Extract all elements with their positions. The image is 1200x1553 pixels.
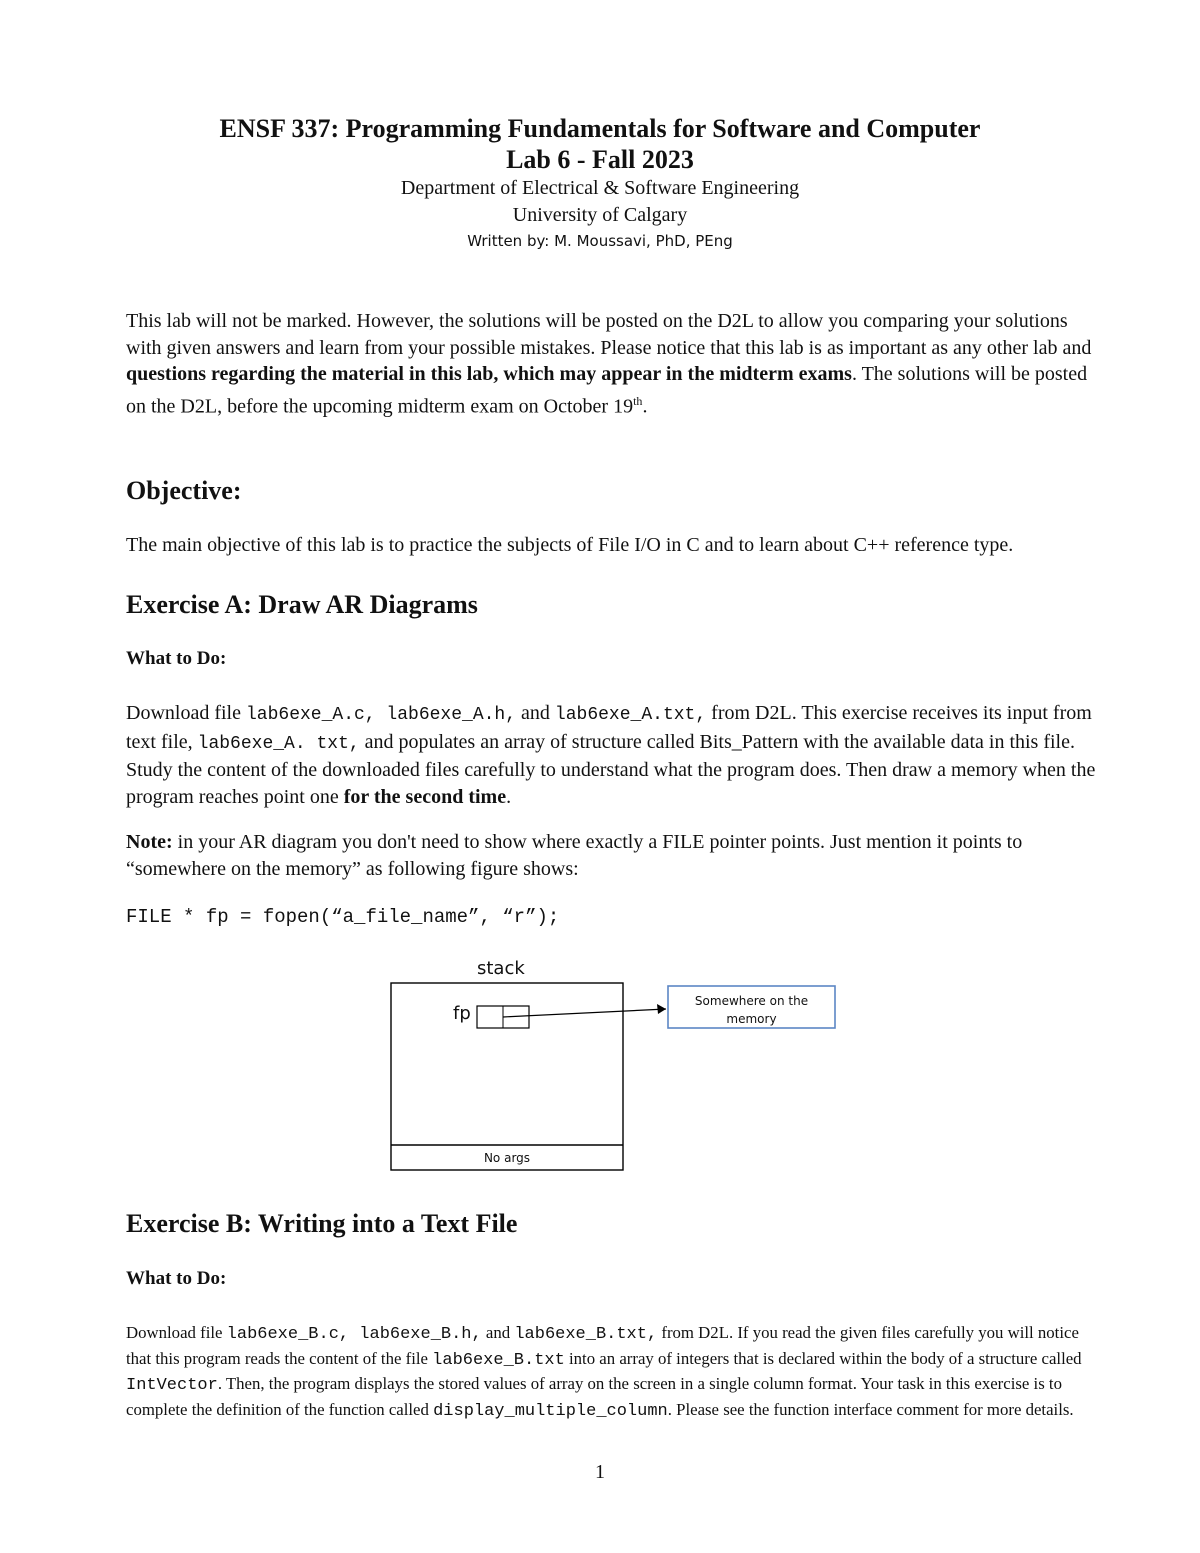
intro-bold: questions regarding the material in this lab, which may appear in the midterm exams <box>126 363 852 385</box>
university: University of Calgary <box>512 204 688 226</box>
objective-heading: Objective: <box>126 476 242 505</box>
intro-sup: th <box>633 393 643 408</box>
exa-file-1: lab6exe_A.c, lab6exe_A.h, <box>245 705 517 725</box>
department: Department of Electrical & Software Engineering <box>400 177 800 199</box>
exb-text-5: . Then, the program displays the stored values of array on the screen in a single column format. Your task in this exercise is to complete the definition of the function called <box>126 1374 1062 1419</box>
exa-text-5: . <box>506 785 512 808</box>
document-title: ENSF 337: Programming Fundamentals for Software and Computer <box>219 114 981 143</box>
intro-text-2: . The solutions will be posted on the D2L, before the upcoming midterm exam on October 19 <box>126 363 1088 418</box>
exa-text-4: and populates an array of structure called Bits_Pattern with the available data in this file. Study the content of the downloaded files carefully to understand what the program does. Then draw a memory when the program reaches point one <box>126 730 1096 808</box>
exa-bold: for the second time <box>343 785 507 808</box>
objective-text: The main objective of this lab is to practice the subjects of File I/O in C and to learn about C++ reference type. <box>126 534 1014 556</box>
exb-file-3: lab6exe_B.txt <box>432 1350 565 1370</box>
intro-text-3: . <box>642 395 648 418</box>
exb-function-name: display_multiple_column <box>433 1401 668 1421</box>
exb-text-3: from D2L. If you read the given files carefully you will notice that this program reads the content of the file <box>126 1323 1079 1368</box>
exercise-b-paragraph <box>126 1321 1106 1423</box>
exercise-b-heading: Exercise B: Writing into a Text File <box>126 1209 518 1238</box>
exercise-a-heading: Exercise A: Draw AR Diagrams <box>126 590 478 619</box>
stack-frame-box <box>391 983 623 1170</box>
code-sample: FILE * fp = fopen(“a_file_name”, “r”); <box>126 906 560 928</box>
exb-struct-name: IntVector <box>126 1376 218 1396</box>
no-args-label: No args <box>483 1151 531 1165</box>
exa-text-1: Download file <box>126 702 246 724</box>
exa-text-2: and <box>516 702 555 724</box>
author: Written by: M. Moussavi, PhD, PEng <box>467 232 733 250</box>
fp-label: fp <box>453 1003 471 1024</box>
exa-file-3: lab6exe_A. txt, <box>197 733 360 754</box>
exb-text-1: Download file <box>126 1323 227 1342</box>
exb-text-2: and <box>481 1323 515 1342</box>
exb-file-1: lab6exe_B.c, lab6exe_B.h, <box>226 1325 482 1344</box>
page-number: 1 <box>595 1461 605 1483</box>
note-text: in your AR diagram you don't need to show where exactly a FILE pointer points. Just mention it points to “somewhere on the memory” as following figure shows: <box>126 831 1023 880</box>
memory-target-line2: memory <box>726 1012 777 1026</box>
exb-file-2: lab6exe_B.txt, <box>514 1325 658 1344</box>
ar-diagram <box>380 950 850 1180</box>
note-paragraph <box>126 829 1106 882</box>
stack-label: stack <box>477 958 525 979</box>
fp-pointer-arrow <box>503 1009 666 1017</box>
exercise-a-paragraph <box>126 700 1106 810</box>
memory-target-label <box>668 992 835 1028</box>
exa-text-3: from D2L. This exercise receives its input from text file, <box>126 702 1092 753</box>
arrow-head <box>657 1004 666 1014</box>
ar-diagram-svg <box>380 950 850 1180</box>
intro-text-1: This lab will not be marked. However, the solutions will be posted on the D2L to allow you comparing your solutions with given answers and learn from your possible mistakes. Please notice that this lab is as important as any other lab and <box>126 310 1092 359</box>
intro-paragraph <box>126 308 1106 420</box>
lab-title: Lab 6 - Fall 2023 <box>506 145 694 174</box>
note-label: Note: <box>126 831 178 853</box>
memory-target-line1: Somewhere on the <box>694 994 809 1008</box>
exercise-b-subheading: What to Do: <box>126 1268 227 1289</box>
exercise-a-subheading: What to Do: <box>126 648 227 669</box>
exa-file-2: lab6exe_A.txt, <box>554 705 707 725</box>
exb-text-4: into an array of integers that is declared within the body of a structure called <box>564 1348 1082 1368</box>
exb-text-6: . Please see the function interface comment for more details. <box>667 1399 1074 1419</box>
